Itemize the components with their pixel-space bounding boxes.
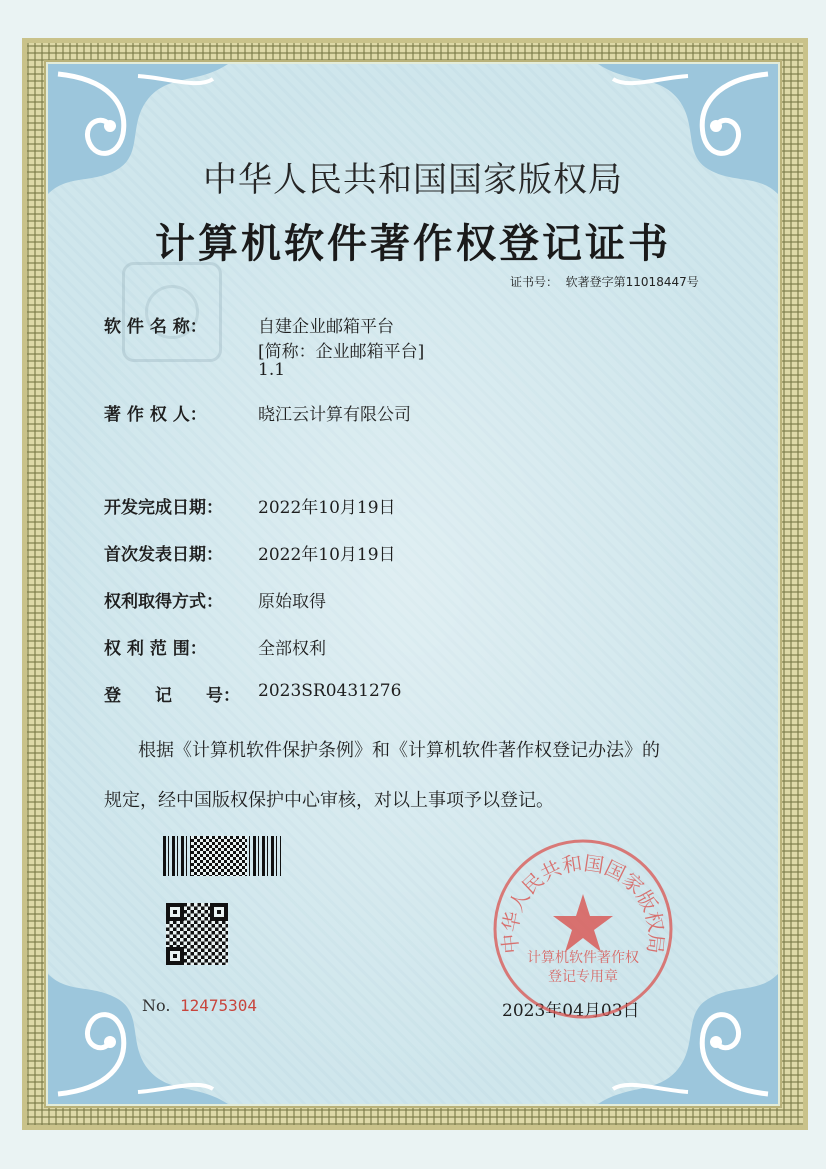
certificate-title: 计算机软件著作权登记证书	[155, 220, 671, 267]
corner-ornament-top-right	[598, 64, 778, 234]
issuing-authority: 中华人民共和国国家版权局	[203, 160, 623, 200]
official-seal-stamp	[490, 836, 676, 1022]
seal-center-line-1: 计算机软件著作权	[527, 950, 639, 966]
software-name-value: 自建企业邮箱平台	[258, 317, 394, 337]
serial-number-value: 12475304	[180, 996, 258, 1015]
issue-date: 2023年04月03日	[502, 1001, 640, 1021]
corner-ornament-top-left	[48, 64, 228, 234]
acquire-value: 原始取得	[258, 592, 326, 612]
pub-date-label: 首次发表日期：	[104, 545, 223, 565]
cert-no-value: 软著登字第11018447号	[565, 275, 699, 289]
dev-date-label: 开发完成日期：	[104, 498, 223, 518]
software-version: 1.1	[258, 360, 286, 380]
seal-ring-text: 中华人民共和国国家版权局	[497, 850, 669, 955]
software-name-label: 软 件 名 称：	[104, 317, 207, 337]
reg-no-label: 登 记 号：	[104, 686, 240, 706]
statement-line-2: 规定，经中国版权保护中心审核，对以上事项予以登记。	[104, 790, 554, 811]
reg-no-value: 2023SR0431276	[258, 681, 402, 701]
cert-no-label: 证书号：	[510, 275, 559, 289]
barcode-icon	[163, 836, 281, 876]
scope-label: 权 利 范 围：	[104, 639, 207, 659]
owner-value: 晓江云计算有限公司	[258, 405, 411, 425]
statement-line-1: 根据《计算机软件保护条例》和《计算机软件著作权登记办法》的	[138, 740, 660, 761]
software-short-value: [简称：企业邮箱平台]	[258, 342, 425, 362]
seal-star-icon	[553, 894, 613, 952]
scope-value: 全部权利	[258, 639, 326, 659]
owner-label: 著 作 权 人：	[104, 405, 207, 425]
certificate-number	[510, 273, 699, 290]
seal-center-line-2: 登记专用章	[548, 969, 618, 985]
qr-code-icon	[166, 903, 228, 965]
pub-date-value: 2022年10月19日	[258, 545, 396, 565]
serial-number-label: No.	[142, 996, 171, 1015]
acquire-label: 权利取得方式：	[104, 592, 223, 612]
dev-date-value: 2022年10月19日	[258, 498, 396, 518]
